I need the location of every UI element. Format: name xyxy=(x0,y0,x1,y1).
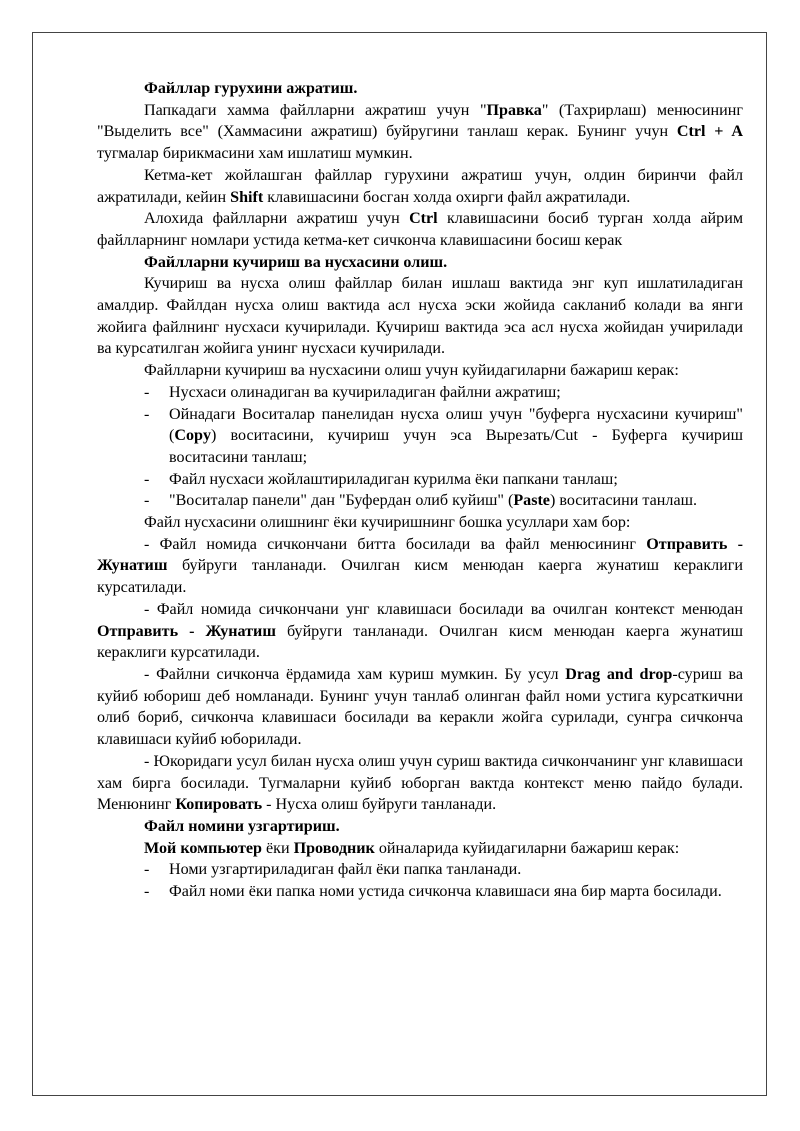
list-item xyxy=(97,881,743,903)
paragraph xyxy=(97,100,743,165)
bold-text: Правка xyxy=(486,101,542,119)
section-heading: Файл номини узгартириш. xyxy=(144,817,340,835)
text: Алохида файлларни ажратиш учун xyxy=(144,210,410,228)
text: Файл нусхаси жойлаштириладиган курилма ёки папкани танлаш; xyxy=(169,470,618,488)
paragraph xyxy=(97,751,743,816)
bold-text: Мой компьютер xyxy=(144,839,262,857)
text: ) воситасини танлаш. xyxy=(549,492,697,510)
paragraph xyxy=(97,534,743,599)
text: Номи узгартириладиган файл ёки папка танланади. xyxy=(169,861,522,879)
list-dash: - xyxy=(144,405,150,423)
text: клавишасини босиб турган холда айрим файлларнинг номлари устида кетма-кет сичконча клавишасини босиш керак xyxy=(97,210,744,249)
list-item xyxy=(97,382,743,404)
bold-text: Отправить - Жунатиш xyxy=(97,535,743,575)
list-dash: - xyxy=(144,492,150,510)
bold-text: Ctrl + A xyxy=(676,123,743,141)
section-heading: Файллар гурухини ажратиш. xyxy=(144,80,358,97)
text: ёки xyxy=(261,839,294,857)
list-item xyxy=(97,859,743,881)
text: ойналарида куйидагиларни бажариш керак: xyxy=(374,839,680,857)
bold-text: Drag and drop xyxy=(565,665,673,683)
bold-text: Copy xyxy=(174,427,212,445)
text: ) воситасини, кучириш учун эса Вырезать/Cut - Буферга кучириш воситасини танлаш; xyxy=(169,427,743,466)
paragraph xyxy=(97,664,743,751)
text: клавишасини босган холда охирги файл ажратилади. xyxy=(263,188,631,206)
text: буйруги танланади. Очилган кисм менюдан каерга жунатиш кераклиги курсатилади. xyxy=(97,622,743,662)
section-heading: Файлларни кучириш ва нусхасини олиш. xyxy=(144,253,448,271)
list-item xyxy=(97,469,743,491)
text: - Файл номида сичкончани унг клавишаси босилади ва очилган контекст менюдан xyxy=(144,600,743,618)
text: -суриш ва куйиб юбориш деб номланади. Бунинг учун танлаб олинган файл номи устига курсаткични олиб бориб, сичконча клавишаси босилади ва керакли жойга сурилади, сунгра сичконча клавишаси куйиб юборилади. xyxy=(97,665,744,749)
paragraph xyxy=(97,838,743,860)
text: - Нусха олиш буйруги танланади. xyxy=(262,796,497,814)
list-item xyxy=(97,490,743,512)
document-body xyxy=(97,78,743,903)
bold-text: Paste xyxy=(513,492,550,510)
bold-text: Shift xyxy=(230,188,264,206)
list-dash: - xyxy=(144,383,150,401)
list-item xyxy=(97,404,743,469)
text: " (Тахрирлаш) менюсининг "Выделить все" (Хаммасини ажратиш) буйругини танлаш керак. Бунинг учун xyxy=(97,101,743,141)
text: буйруги танланади. Очилган кисм менюдан каерга жунатиш кераклиги курсатилади. xyxy=(97,557,743,597)
text: Ойнадаги Воситалар панелидан нусха олиш учун "буферга нусхасини кучириш" ( xyxy=(169,405,743,445)
text: Нусхаси олинадиган ва кучириладиган файлни ажратиш; xyxy=(169,383,561,401)
text: - Файл номида сичкончани битта босилади ва файл менюсининг xyxy=(144,535,647,553)
list-dash: - xyxy=(144,883,150,901)
paragraph: Файл нусхасини олишнинг ёки кучиришнинг бошка усуллари хам бор: xyxy=(144,514,631,532)
paragraph: Файлларни кучириш ва нусхасини олиш учун куйидагиларни бажариш керак: xyxy=(144,362,679,380)
bold-text: Отправить - Жунатиш xyxy=(97,622,276,640)
list-dash: - xyxy=(144,861,150,879)
paragraph xyxy=(97,165,743,208)
paragraph: Кучириш ва нусха олиш файллар билан ишлаш вактида энг куп ишлатиладиган амалдир. Файлдан нусха олиш вактида асл нусха эски жойида сакланиб колади ва янги жойига файлнинг нусхаси кучирилади. Кучириш вактида эса асл нусха жойидан учирилади ва курсатилган жойига унинг нусхаси кучирилади. xyxy=(97,275,743,358)
paragraph xyxy=(97,599,743,664)
text: - Юкоридаги усул билан нусха олиш учун суриш вактида сичкончанинг унг клавишаси хам бирга босилади. Тугмаларни куйиб юборган вактда контекст меню пайдо булади. Менюнинг xyxy=(97,752,743,814)
list-dash: - xyxy=(144,470,150,488)
text: - Файлни сичконча ёрдамида хам куриш мумкин. Бу усул xyxy=(144,665,566,683)
text: Кетма-кет жойлашган файллар гурухини ажратиш учун, олдин биринчи файл ажратилади, кейин xyxy=(97,166,743,206)
text: тугмалар бирикмасини хам ишлатиш мумкин. xyxy=(97,145,413,163)
text: Папкадаги хамма файлларни ажратиш учун " xyxy=(144,101,487,119)
text: Файл номи ёки папка номи устида сичконча клавишаси яна бир марта босилади. xyxy=(169,883,722,901)
bold-text: Проводник xyxy=(293,839,375,857)
text: "Воситалар панели" дан "Буфердан олиб куйиш" ( xyxy=(169,492,514,510)
paragraph xyxy=(97,208,743,251)
bold-text: Копировать xyxy=(175,796,263,814)
bold-text: Ctrl xyxy=(409,210,438,228)
